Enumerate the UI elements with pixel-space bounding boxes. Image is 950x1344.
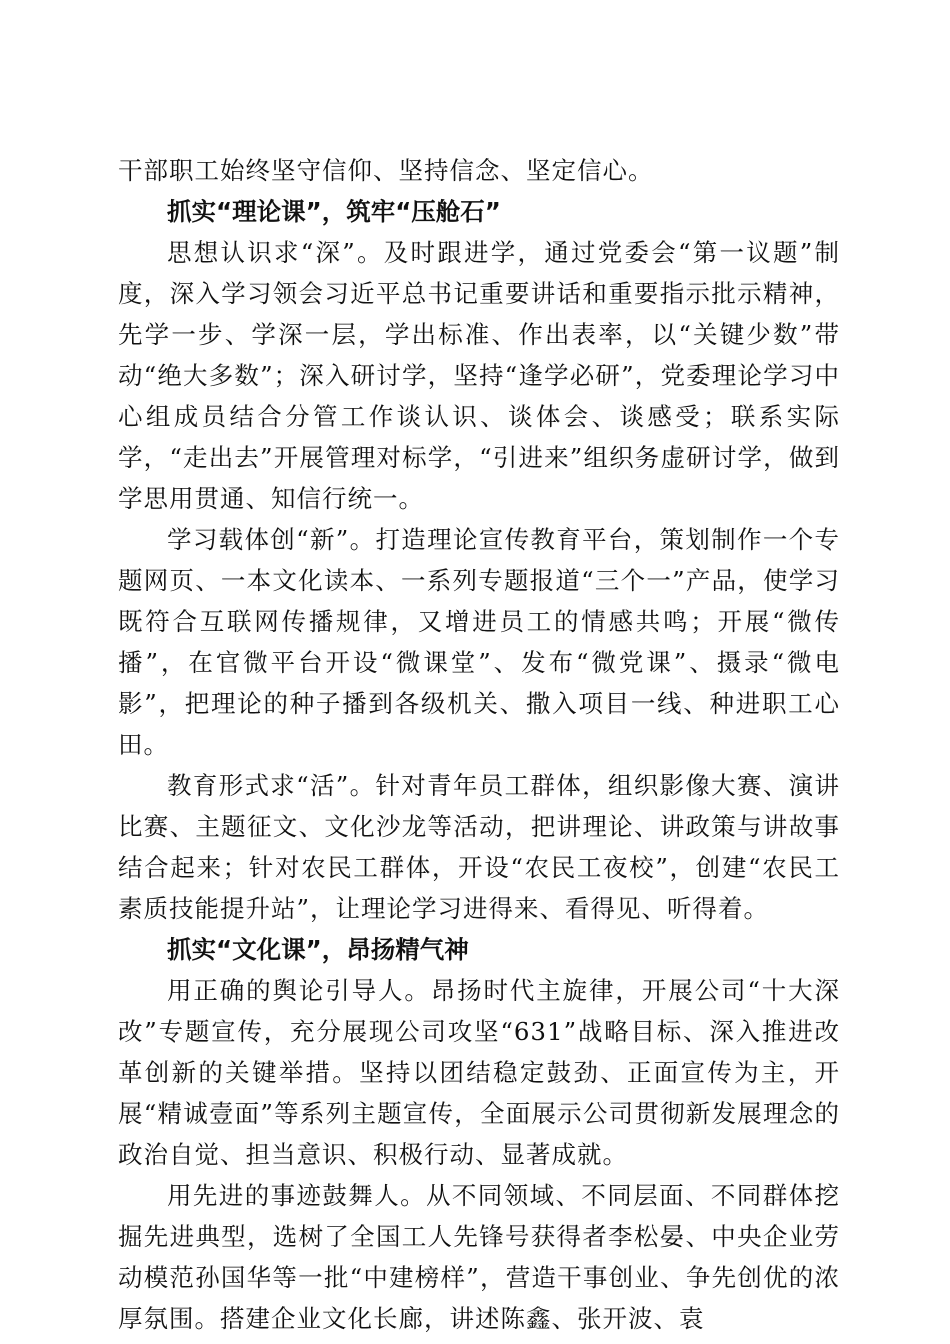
continued-paragraph: 干部职工始终坚守信仰、坚持信念、坚定信心。 — [118, 156, 654, 185]
section-heading-culture: 抓实“文化课”，昂扬精气神 — [167, 935, 469, 964]
paragraph-advanced-deeds: 用先进的事迹鼓舞人。从不同领域、不同层面、不同群体挖掘先进典型，选树了全国工人先锋号获得者李松晏、中央企业劳动模范孙国华等一批“中建榜样”，营造干事创业、争先创优的浓厚氛围。搭建企业文化长廊，讲述陈鑫、张开波、袁 — [118, 1181, 840, 1333]
paragraph-thinking: 思想认识求“深”。及时跟进学，通过党委会“第一议题”制度，深入学习领会习近平总书记重要讲话和重要指示批示精神，先学一步、学深一层，学出标准、作出表率，以“关键少数”带动“绝大多数”；深入研讨学，坚持“逢学必研”，党委理论学习中心组成员结合分管工作谈认识、谈体会、谈感受；联系实际学，“走出去”开展管理对标学，“引进来”组织务虚研讨学，做到学思用贯通、知信行统一。 — [118, 238, 840, 513]
paragraph-public-opinion: 用正确的舆论引导人。昂扬时代主旋律，开展公司“十大深改”专题宣传，充分展现公司攻坚“631”战略目标、深入推进改革创新的关键举措。坚持以团结稳定鼓劲、正面宣传为主，开展“精诚壹面”等系列主题宣传，全面展示公司贯彻新发展理念的政治自觉、担当意识、积极行动、显著成就。 — [118, 976, 840, 1169]
paragraph-learning-carrier: 学习载体创“新”。打造理论宣传教育平台，策划制作一个专题网页、一本文化读本、一系列专题报道“三个一”产品，使学习既符合互联网传播规律，又增进员工的情感共鸣；开展“微传播”，在官微平台开设“微课堂”、发布“微党课”、摄录“微电影”，把理论的种子播到各级机关、撒入项目一线、种进职工心田。 — [118, 525, 840, 759]
section-heading-theory: 抓实“理论课”，筑牢“压舱石” — [167, 197, 501, 226]
paragraph-education-form: 教育形式求“活”。针对青年员工群体，组织影像大赛、演讲比赛、主题征文、文化沙龙等活动，把讲理论、讲政策与讲故事结合起来；针对农民工群体，开设“农民工夜校”，创建“农民工素质技能提升站”，让理论学习进得来、看得见、听得着。 — [118, 771, 840, 923]
document-body — [118, 150, 840, 1339]
